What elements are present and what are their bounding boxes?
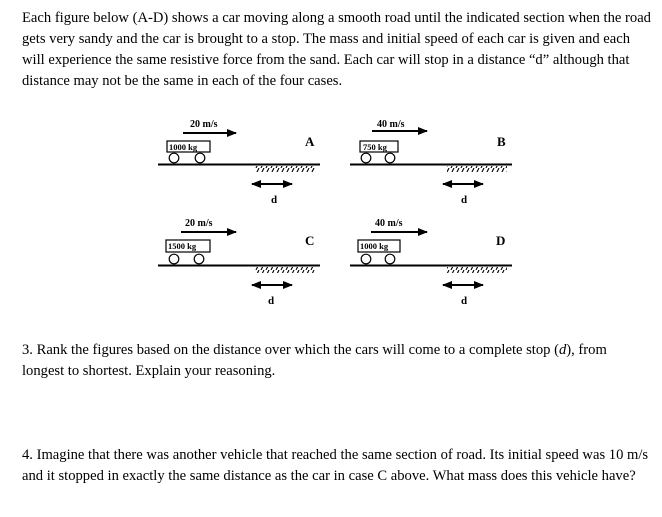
wheel-icon xyxy=(169,254,179,264)
wheel-icon xyxy=(194,254,204,264)
figure-d xyxy=(350,218,512,307)
distance-label-c: d xyxy=(268,295,275,307)
question-3-text-start: 3. Rank the figures based on the distance over which the cars will come to a complete stop ( xyxy=(22,342,559,358)
figure-label-b: B xyxy=(497,134,506,149)
wheel-icon xyxy=(361,153,371,163)
distance-label-b: d xyxy=(461,194,468,206)
question-3-variable: d xyxy=(558,342,567,358)
question-3 xyxy=(22,340,652,382)
sand-hatch-a xyxy=(255,166,315,172)
wheel-icon xyxy=(385,153,395,163)
speed-label-d: 40 m/s xyxy=(375,218,403,229)
speed-label-c: 20 m/s xyxy=(185,218,213,229)
sand-hatch-c xyxy=(255,267,315,273)
sand-hatch-d xyxy=(447,267,507,273)
figure-a xyxy=(158,119,320,206)
sand-hatch-b xyxy=(447,166,507,172)
figure-label-a: A xyxy=(305,134,315,149)
figure-c xyxy=(158,218,320,307)
figure-label-d: D xyxy=(496,233,506,248)
wheel-icon xyxy=(385,254,395,264)
figure-label-c: C xyxy=(305,233,315,248)
speed-label-b: 40 m/s xyxy=(377,119,405,130)
wheel-icon xyxy=(361,254,371,264)
mass-label-c: 1500 kg xyxy=(168,241,197,251)
speed-label-a: 20 m/s xyxy=(190,119,218,130)
mass-label-a: 1000 kg xyxy=(169,142,198,152)
question-3-text-end: ), from longest to shortest. Explain your reasoning. xyxy=(22,342,607,379)
wheel-icon xyxy=(195,153,205,163)
distance-label-a: d xyxy=(271,194,278,206)
mass-label-d: 1000 kg xyxy=(360,241,389,251)
distance-label-d: d xyxy=(461,295,468,307)
intro-paragraph: Each figure below (A-D) shows a car moving along a smooth road until the indicated section when the road gets very sandy and the car is brought to a stop. The mass and initial speed of each car is given and each will experience the same resistive force from the sand. Each car will stop in a distance “d” although that distance may not be the same in each of the four cases. xyxy=(22,10,651,89)
figure-b xyxy=(350,119,512,206)
mass-label-b: 750 kg xyxy=(363,142,387,152)
wheel-icon xyxy=(169,153,179,163)
question-4: 4. Imagine that there was another vehicle that reached the same section of road. Its initial speed was 10 m/s and it stopped in exactly the same distance as the car in case C above. What mass does this vehicle have? xyxy=(22,447,649,484)
